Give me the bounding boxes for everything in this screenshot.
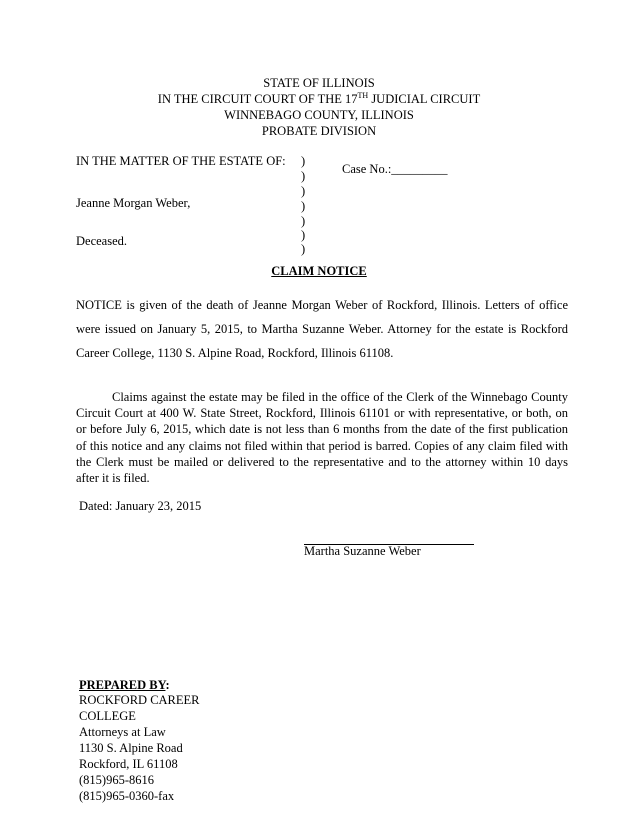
notice-paragraph-2 xyxy=(76,389,568,486)
prepared-by-heading xyxy=(79,677,170,693)
prepared-by-line: Attorneys at Law xyxy=(79,725,166,739)
prepared-by-label: PREPARED BY xyxy=(79,678,166,692)
notice-paragraph-2-text: Claims against the estate may be filed in the office of the Clerk of the Winnebago County Circuit Court at 400 W. State Street, Rockford, Illinois 61101 or with representative, or both, on or before July 6, 2015, which date is not less than 6 months from the date of the first publication of this notice and any claims not filed within that period is barred. Copies of any claim filed with the Clerk must be mailed or delivered to the representative and to the attorney within 10 days after it is filed. xyxy=(76,390,568,486)
signature-name: Martha Suzanne Weber xyxy=(304,544,421,558)
court-circuit xyxy=(0,91,638,107)
prepared-by-line: COLLEGE xyxy=(79,709,136,723)
caption-paren: ) xyxy=(301,242,306,256)
prepared-by-line: Rockford, IL 61108 xyxy=(79,757,178,771)
court-state: STATE OF ILLINOIS xyxy=(263,76,375,90)
decedent-name: Jeanne Morgan Weber, xyxy=(76,196,191,210)
court-division: PROBATE DIVISION xyxy=(261,124,377,138)
prepared-by-line: (815)965-8616 xyxy=(79,773,154,787)
prepared-by-line: ROCKFORD CAREER xyxy=(79,693,200,707)
prepared-by-colon: : xyxy=(165,678,170,692)
prepared-by-line: (815)965-0360-fax xyxy=(79,789,175,803)
prepared-by-line: 1130 S. Alpine Road xyxy=(79,741,183,755)
court-circuit-pre: IN THE CIRCUIT COURT OF THE 17 xyxy=(157,92,358,106)
case-number: Case No.:_________ xyxy=(342,162,448,176)
dated-line: Dated: January 23, 2015 xyxy=(79,499,202,513)
caption-paren: ) xyxy=(301,154,306,168)
caption-paren: ) xyxy=(301,184,306,198)
caption-paren: ) xyxy=(301,228,306,242)
court-circuit-post: JUDICIAL CIRCUIT xyxy=(368,92,481,106)
matter-label: IN THE MATTER OF THE ESTATE OF: xyxy=(76,154,286,168)
court-county: WINNEBAGO COUNTY, ILLINOIS xyxy=(224,108,414,122)
caption-paren: ) xyxy=(301,169,306,183)
court-circuit-sup: TH xyxy=(357,90,369,100)
notice-title: CLAIM NOTICE xyxy=(271,264,367,278)
caption-paren: ) xyxy=(301,199,306,213)
caption-paren: ) xyxy=(301,214,306,228)
notice-paragraph-1: NOTICE is given of the death of Jeanne Morgan Weber of Rockford, Illinois. Letters of office were issued on January 5, 2015, to Martha Suzanne Weber. Attorney for the estate is Rockford Career College, 1130 S. Alpine Road, Rockford, Illinois 61108. xyxy=(76,298,568,360)
deceased-label: Deceased. xyxy=(76,234,128,248)
